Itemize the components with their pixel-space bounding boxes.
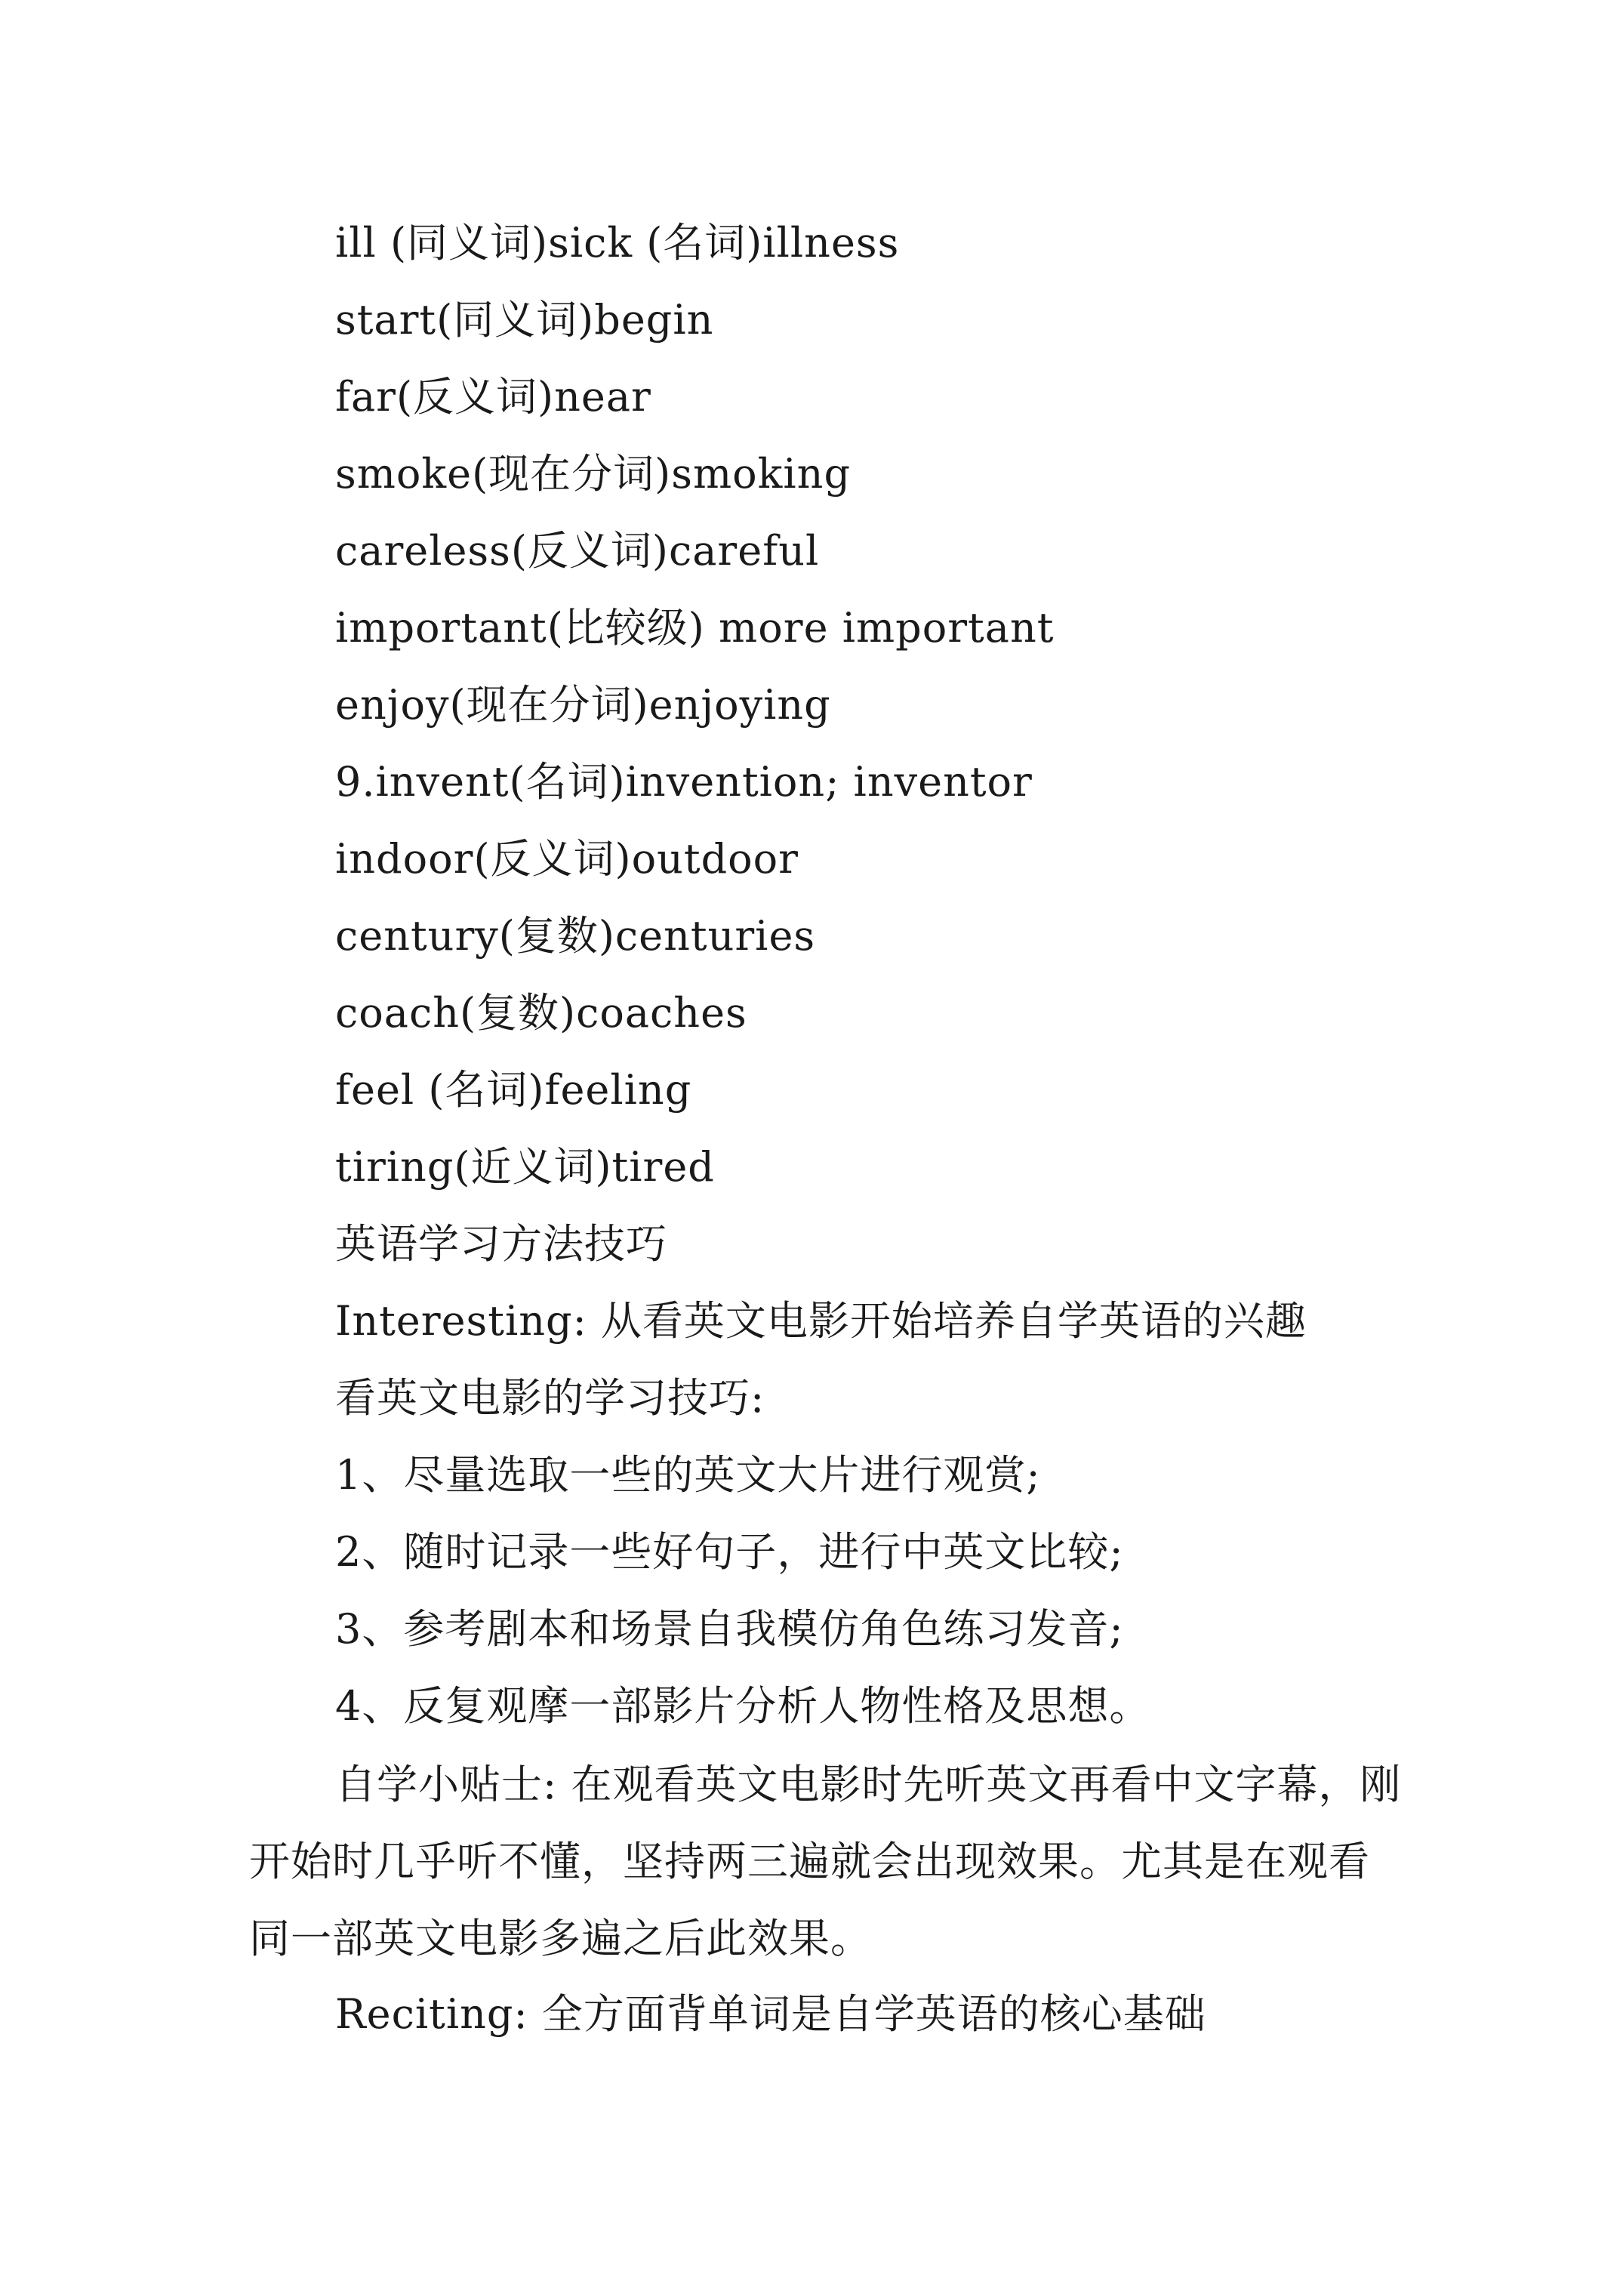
tip-item: 4、反复观摩一部影片分析人物性格及思想。 — [335, 1682, 1151, 1730]
interesting-heading: Interesting: 从看英文电影开始培养自学英语的兴趣 — [335, 1297, 1307, 1345]
vocab-line: enjoy(现在分词)enjoying — [335, 681, 831, 729]
tip-item: 3、参考剧本和场景自我模仿角色练习发音; — [335, 1605, 1124, 1653]
vocab-line: century(复数)centuries — [335, 912, 816, 960]
vocab-line: important(比较级) more important — [335, 604, 1055, 652]
reciting-heading: Reciting: 全方面背单词是自学英语的核心基础 — [335, 1990, 1206, 2038]
vocab-line: 9.invent(名词)invention; inventor — [335, 758, 1033, 806]
vocab-line: tiring(近义词)tired — [335, 1143, 715, 1191]
vocab-line: careless(反义词)careful — [335, 527, 820, 575]
vocab-line: feel (名词)feeling — [335, 1066, 692, 1114]
tip-item: 2、随时记录一些好句子，进行中英文比较; — [335, 1528, 1124, 1576]
vocab-line: smoke(现在分词)smoking — [335, 450, 852, 498]
tips-heading: 看英文电影的学习技巧: — [335, 1374, 765, 1422]
vocab-line: start(同义词)begin — [335, 296, 714, 344]
vocab-line: indoor(反义词)outdoor — [335, 835, 799, 883]
vocab-line: coach(复数)coaches — [335, 989, 747, 1037]
vocab-line: far(反义词)near — [335, 373, 651, 421]
self-study-tip-paragraph: 自学小贴士: 在观看英文电影时先听英文再看中文字幕，刚开始时几乎听不懂，坚持两三遍就会出现效果。尤其是在观看同一部英文电影多遍之后此效果。 — [249, 1761, 1402, 1962]
section-title: 英语学习方法技巧 — [335, 1220, 667, 1268]
vocab-line: ill (同义词)sick (名词)illness — [335, 219, 900, 267]
tip-item: 1、尽量选取一些的英文大片进行观赏; — [335, 1451, 1041, 1499]
